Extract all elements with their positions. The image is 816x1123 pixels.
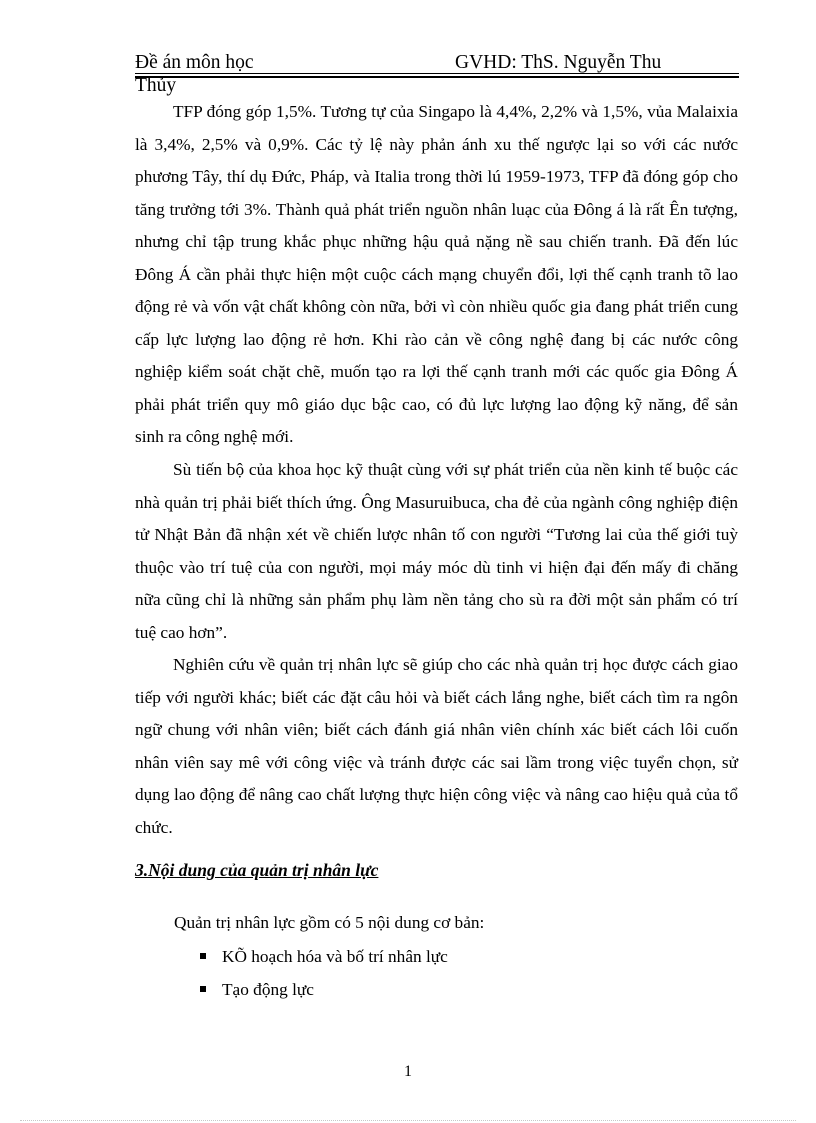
instructor-label-continuation: Thủy: [135, 75, 177, 96]
list-item: [200, 973, 448, 1006]
content-list: [200, 940, 448, 1006]
paragraph-tfp: TFP đóng góp 1,5%. Tương tự của Singapo là 4,4%, 2,2% và 1,5%, vủa Malaixia là 3,4%, 2,5% và 0,9%. Các tỷ lệ này phản ánh xu thế ngược lại so với các nước phương Tây, thí dụ Đức, Pháp, và Italia trong thời lú 1959-1973, TFP đã đóng góp cho tăng trưởng tới 3%. Thành quả phát triển nguồn nhân luạc của Đông á là rất Ên tượng, nhưng chỉ tập trung khắc phục những hậu quả nặng nề sau chiến tranh. Đã đến lúc Đông Á cần phải thực hiện một cuộc cách mạng chuyển đổi, lợi thế cạnh tranh tõ lao động rẻ và vốn vật chất không còn nữa, bởi vì còn nhiều quốc gia đang phát triển cung cấp lực lượng lao động rẻ hơn. Khi rào cản về công nghệ đang bị các nước công nghiệp kiểm soát chặt chẽ, muốn tạo ra lợi thế cạnh tranh mới các quốc gia Đông Á phải phát triển quy mô giáo dục bậc cao, có đủ lực lượng lao động kỹ năng, để sản sinh ra công nghệ mới.: [135, 102, 738, 447]
page-number: 1: [404, 1063, 412, 1080]
body-text: [135, 96, 738, 845]
instructor-label: GVHD: ThS. Nguyễn Thu: [455, 52, 662, 73]
square-bullet-icon: [200, 953, 206, 959]
section-heading: 3.Nội dung của quản trị nhân lực: [135, 860, 379, 880]
square-bullet-icon: [200, 986, 206, 992]
header-rule: [135, 73, 739, 74]
list-item: [200, 940, 448, 973]
section-intro: Quản trị nhân lực gồm có 5 nội dung cơ bản:: [174, 913, 485, 932]
paragraph-technology-progress: Sù tiến bộ của khoa học kỹ thuật cùng với sự phát triển của nền kinh tế buộc các nhà quản trị phải biết thích ứng. Ông Masuruibuca, cha đẻ của ngành công nghiệp điện tử Nhật Bản đã nhận xét về chiến lược nhân tố con người “Tương lai của thế giới tuỳ thuộc vào trí tuệ của con người, mọi máy móc dù tinh vi hiện đại đến mấy đi chăng nữa cũng chỉ là những sản phẩm phụ làm nền tảng cho sù ra đời một sản phẩm có trí tuệ cao hơn”.: [135, 460, 738, 642]
page-boundary: [20, 1120, 796, 1121]
paragraph-hr-research: Nghiên cứu về quản trị nhân lực sẽ giúp cho các nhà quản trị học được cách giao tiếp với người khác; biết các đặt câu hỏi và biết cách lắng nghe, biết cách tìm ra ngôn ngữ chung với nhân viên; biết cách đánh giá nhân viên chính xác biết cách lôi cuốn nhân viên say mê với công việc và tránh được các sai lầm trong việc tuyển chọn, sử dụng lao động để nâng cao chất lượng thực hiện công việc và nâng cao hiệu quả của tổ chức.: [135, 655, 738, 838]
list-item-text: Tạo động lực: [222, 980, 314, 999]
list-item-text: KÕ hoạch hóa và bố trí nhân lực: [222, 947, 448, 966]
header-rule-thick: [135, 76, 739, 78]
course-label: Đề án môn học: [135, 52, 254, 73]
